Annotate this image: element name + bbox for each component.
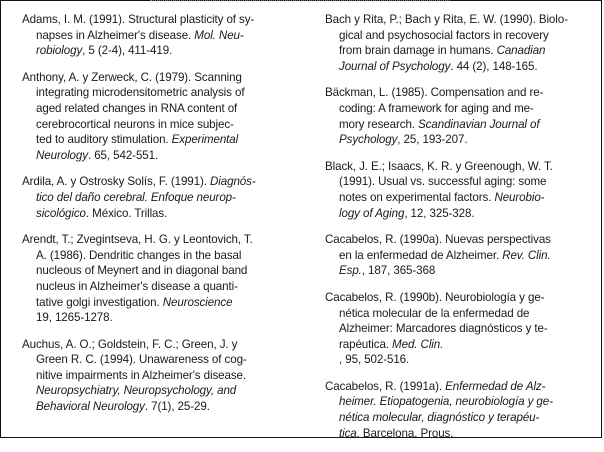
reference-line	[325, 190, 593, 206]
reference-italic: Med. Clin.	[392, 337, 444, 351]
reference-text: en la enfermedad de Alzheimer.	[339, 248, 503, 262]
reference-text: aged related changes in RNA content of	[36, 101, 238, 115]
reference-line	[22, 352, 306, 368]
reference-line	[325, 43, 593, 59]
reference-text: Bach y Rita, P.; Bach y Rita, E. W. (1990). Biolo-	[325, 13, 568, 26]
reference-text: Cacabelos, R. (1991a).	[325, 379, 446, 393]
reference-text: , 25, 193-207.	[397, 133, 468, 147]
reference-italic: tica	[339, 426, 357, 440]
reference-text: , 5 (2-4), 411-419.	[82, 44, 173, 58]
reference-text: rapéutica.	[339, 337, 393, 351]
reference-text: Anthony, A. y Zerweck, C. (1979). Scanning	[22, 70, 242, 84]
reference-text: napses in Alzheimer's disease.	[36, 28, 195, 42]
reference-line	[325, 263, 593, 279]
reference-text: nucleus in Alzheimer's disease a quanti-	[36, 279, 238, 293]
reference-line	[22, 85, 306, 101]
reference-line	[325, 160, 553, 173]
reference-text: (1991). Usual vs. successful aging: some	[339, 175, 547, 189]
reference-entry	[22, 337, 306, 415]
reference-italic: logy of Aging	[339, 206, 405, 220]
reference-text: . Barcelona. Prous.	[356, 426, 454, 440]
reference-italic: Enfermedad de Alz-	[445, 379, 546, 393]
reference-text: Green R. C. (1994). Unawareness of cog-	[36, 353, 247, 367]
reference-entry	[22, 70, 306, 164]
reference-line	[22, 263, 306, 279]
reference-line	[22, 279, 306, 295]
reference-line	[22, 206, 306, 222]
reference-entry	[325, 159, 593, 221]
reference-line	[22, 13, 254, 26]
reference-line	[325, 426, 593, 442]
reference-line	[22, 148, 306, 164]
reference-italic: Psychology	[339, 133, 398, 147]
reference-text: coding: A framework for aging and me-	[339, 101, 534, 115]
reference-line	[325, 394, 593, 410]
reference-text: Bäckman, L. (1985). Compensation and re-	[325, 86, 544, 100]
reference-text: nitive impairments in Alzheimer's disease.	[36, 368, 247, 382]
reference-italic: Rev. Clin.	[502, 248, 551, 262]
reference-line	[325, 291, 544, 304]
reference-line	[325, 410, 593, 426]
reference-line	[325, 86, 543, 99]
reference-line	[325, 206, 593, 222]
reference-text: . 44 (2), 148-165.	[450, 59, 538, 73]
reference-column-right	[325, 12, 593, 452]
reference-text: Arendt, T.; Zvegintseva, H. G. y Leontovich, T.	[22, 233, 253, 247]
reference-line	[325, 352, 593, 368]
reference-text: Auchus, A. O.; Goldstein, F. C.; Green, J. y	[22, 337, 238, 351]
reference-text: nética molecular de la enfermedad de	[339, 306, 530, 320]
reference-line	[325, 132, 593, 148]
reference-line	[325, 28, 593, 44]
reference-line	[325, 117, 593, 133]
reference-line	[22, 399, 306, 415]
reference-line	[22, 43, 306, 59]
reference-italic: sicológico	[36, 206, 86, 220]
reference-column-left	[22, 12, 306, 426]
reference-line	[22, 175, 256, 188]
reference-line	[325, 306, 593, 322]
reference-text: integrating microdensitometric analysis of	[36, 86, 245, 100]
reference-italic: robiology	[36, 44, 83, 58]
reference-line	[325, 380, 545, 393]
reference-line	[325, 59, 593, 75]
reference-line	[325, 233, 551, 246]
reference-line	[22, 383, 306, 399]
reference-italic: Scandinavian Journal of	[418, 117, 540, 131]
reference-entry	[22, 12, 306, 59]
reference-text: , 187, 365-368	[361, 264, 436, 278]
reference-italic: tico del daño cerebral. Enfoque neurop-	[36, 190, 236, 204]
reference-entry	[325, 290, 593, 368]
reference-italic: Behavioral Neurology	[36, 400, 145, 414]
reference-line	[22, 132, 306, 148]
reference-line	[22, 248, 306, 264]
reference-text: mory research.	[339, 117, 419, 131]
reference-text: . México. Trillas.	[85, 206, 168, 220]
reference-italic: heimer. Etiopatogenia, neurobiología y ge-	[339, 395, 553, 409]
reference-line	[22, 368, 306, 384]
reference-text: . 65, 542-551.	[87, 148, 159, 162]
reference-entry	[22, 232, 306, 326]
reference-text: Ardila, A. y Ostrosky Solís, F. (1991).	[22, 175, 211, 189]
reference-text: Cacabelos, R. (1990b). Neurobiología y ge-	[325, 290, 545, 304]
reference-line	[22, 310, 306, 326]
reference-text: gical and psychosocial factors in recovery	[339, 28, 549, 42]
reference-italic: nética molecular, diagnóstico y terapéu-	[339, 411, 540, 425]
reference-line	[22, 28, 306, 44]
reference-italic: Neuroscience	[162, 295, 233, 309]
reference-text: 19, 1265-1278.	[36, 311, 113, 325]
reference-line	[22, 233, 253, 246]
reference-italic: Mol. Neu-	[194, 28, 244, 42]
reference-italic: Neurology	[36, 148, 88, 162]
reference-italic: Canadian	[496, 44, 546, 58]
reference-text: , 95, 502-516.	[339, 353, 410, 367]
reference-italic: Esp.	[339, 264, 362, 278]
reference-text: ted to auditory stimulation.	[36, 133, 172, 147]
reference-italic: Diagnós-	[210, 175, 256, 189]
reference-line	[325, 174, 593, 190]
reference-italic: Neuropsychiatry, Neuropsychology, and	[36, 384, 237, 398]
reference-line	[22, 71, 242, 84]
reference-text: tative golgi investigation.	[36, 295, 163, 309]
reference-text: , 12, 325-328.	[404, 206, 475, 220]
reference-line	[325, 248, 593, 264]
reference-text: . 7(1), 25-29.	[144, 400, 210, 414]
reference-italic: Neurobio-	[494, 190, 545, 204]
scan-artifact-line	[150, 0, 450, 2]
reference-line	[22, 117, 306, 133]
reference-line	[22, 295, 306, 311]
reference-line	[325, 13, 568, 26]
reference-line	[22, 101, 306, 117]
reference-line	[22, 190, 306, 206]
reference-text: from brain damage in humans.	[339, 44, 497, 58]
reference-text: Cacabelos, R. (1990a). Nuevas perspectivas	[325, 233, 551, 247]
reference-italic: Experimental	[171, 133, 239, 147]
reference-line	[22, 338, 237, 351]
reference-text: A. (1986). Dendritic changes in the basal	[36, 248, 242, 262]
reference-text: notes on experimental factors.	[339, 190, 495, 204]
reference-line	[325, 337, 593, 353]
reference-entry	[325, 379, 593, 441]
reference-text: cerebrocortical neurons in mice subjec-	[36, 117, 234, 131]
reference-text: Black, J. E.; Isaacs, K. R. y Greenough, W. T.	[325, 159, 553, 173]
reference-entry	[22, 174, 306, 221]
reference-entry	[325, 12, 593, 74]
reference-text: nucleous of Meynert and in diagonal band	[36, 264, 248, 278]
reference-text: Alzheimer: Marcadores diagnósticos y te-	[339, 322, 548, 336]
reference-italic: Journal of Psychology	[339, 59, 451, 73]
reference-text: Adams, I. M. (1991). Structural plasticity of sy-	[22, 13, 255, 26]
reference-entry	[325, 232, 593, 279]
reference-entry	[325, 85, 593, 147]
reference-line	[325, 101, 593, 117]
reference-line	[325, 321, 593, 337]
